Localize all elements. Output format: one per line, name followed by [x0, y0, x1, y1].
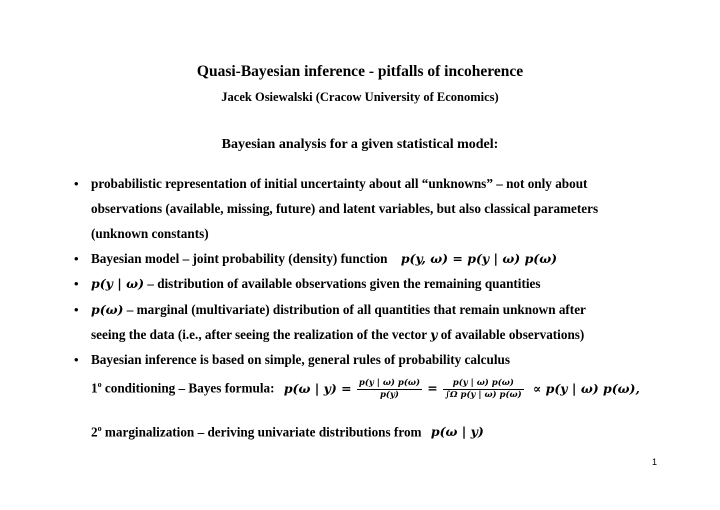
posterior-formula: p(ω | y) [430, 424, 484, 440]
bullet-1-line-3: (unknown constants) [91, 226, 209, 241]
bullet-5-line: Bayesian inference is based on simple, general rules of probability calculus [91, 352, 510, 367]
fraction-1-numerator: p(y | ω) p(ω) [358, 378, 420, 388]
bullet-1-line-1: probabilistic representation of initial uncertainty about all “unknowns” – not only about [91, 176, 588, 191]
author-line: Jacek Osiewalski (Cracow University of Economics) [221, 90, 499, 104]
bullet-3-line [91, 276, 541, 292]
page-title: Quasi-Bayesian inference - pitfalls of incoherence [196, 63, 524, 80]
bullet-4-line-1 [91, 302, 586, 318]
bullet-marker: • [74, 276, 79, 291]
rule-1-number: 1 [91, 380, 98, 396]
bayes-lhs: p(ω | y) = [283, 380, 352, 396]
vector-y: y [430, 327, 438, 342]
rule-1-line [91, 378, 640, 401]
rule-2-ordinal: o [97, 424, 102, 433]
bullet-marker: • [74, 302, 79, 317]
section-heading: Bayesian analysis for a given statistical model: [221, 137, 499, 152]
bullet-2-line [91, 251, 557, 267]
bayes-proportional: ∝ p(y | ω) p(ω), [532, 380, 640, 396]
joint-density-formula: p(y, ω) = p(y | ω) p(ω) [400, 251, 558, 266]
likelihood-formula: p(y | ω) [91, 276, 144, 291]
fraction-1-denominator: p(y) [379, 390, 399, 400]
rule-2-label: marginalization – deriving univariate distributions from [101, 424, 422, 440]
rule-1-ordinal: o [97, 380, 102, 390]
bullet-4-text-2b: of available observations) [437, 327, 585, 342]
fraction-2-denominator: ∫Ω p(y | ω) p(ω) [445, 390, 522, 400]
rule-1-label: conditioning – Bayes formula: [101, 380, 275, 396]
bullet-4-line-2 [91, 327, 584, 343]
rule-2-line [91, 424, 484, 440]
bullet-2-text: Bayesian model – joint probability (density) function [91, 251, 388, 266]
prior-formula: p(ω) [91, 302, 124, 317]
bullet-marker: • [74, 176, 79, 191]
bullet-marker: • [74, 352, 79, 367]
bullet-marker: • [74, 251, 79, 266]
bullet-1-line-2: observations (available, missing, future) and latent variables, but also classical parameters [91, 201, 599, 216]
fraction-2-numerator: p(y | ω) p(ω) [443, 378, 524, 390]
bullet-3-text: – distribution of available observations given the remaining quantities [144, 276, 541, 291]
page-number: 1 [652, 457, 658, 467]
bullet-4-text-1: – marginal (multivariate) distribution of all quantities that remain unknown after [123, 302, 586, 317]
bullet-4-text-2a: seeing the data (i.e., after seeing the realization of the vector [91, 327, 431, 342]
bayes-fraction-1 [357, 378, 422, 401]
bayes-fraction-2 [443, 378, 524, 401]
bayes-equals: = [427, 380, 438, 396]
rule-2-number: 2 [91, 424, 98, 440]
